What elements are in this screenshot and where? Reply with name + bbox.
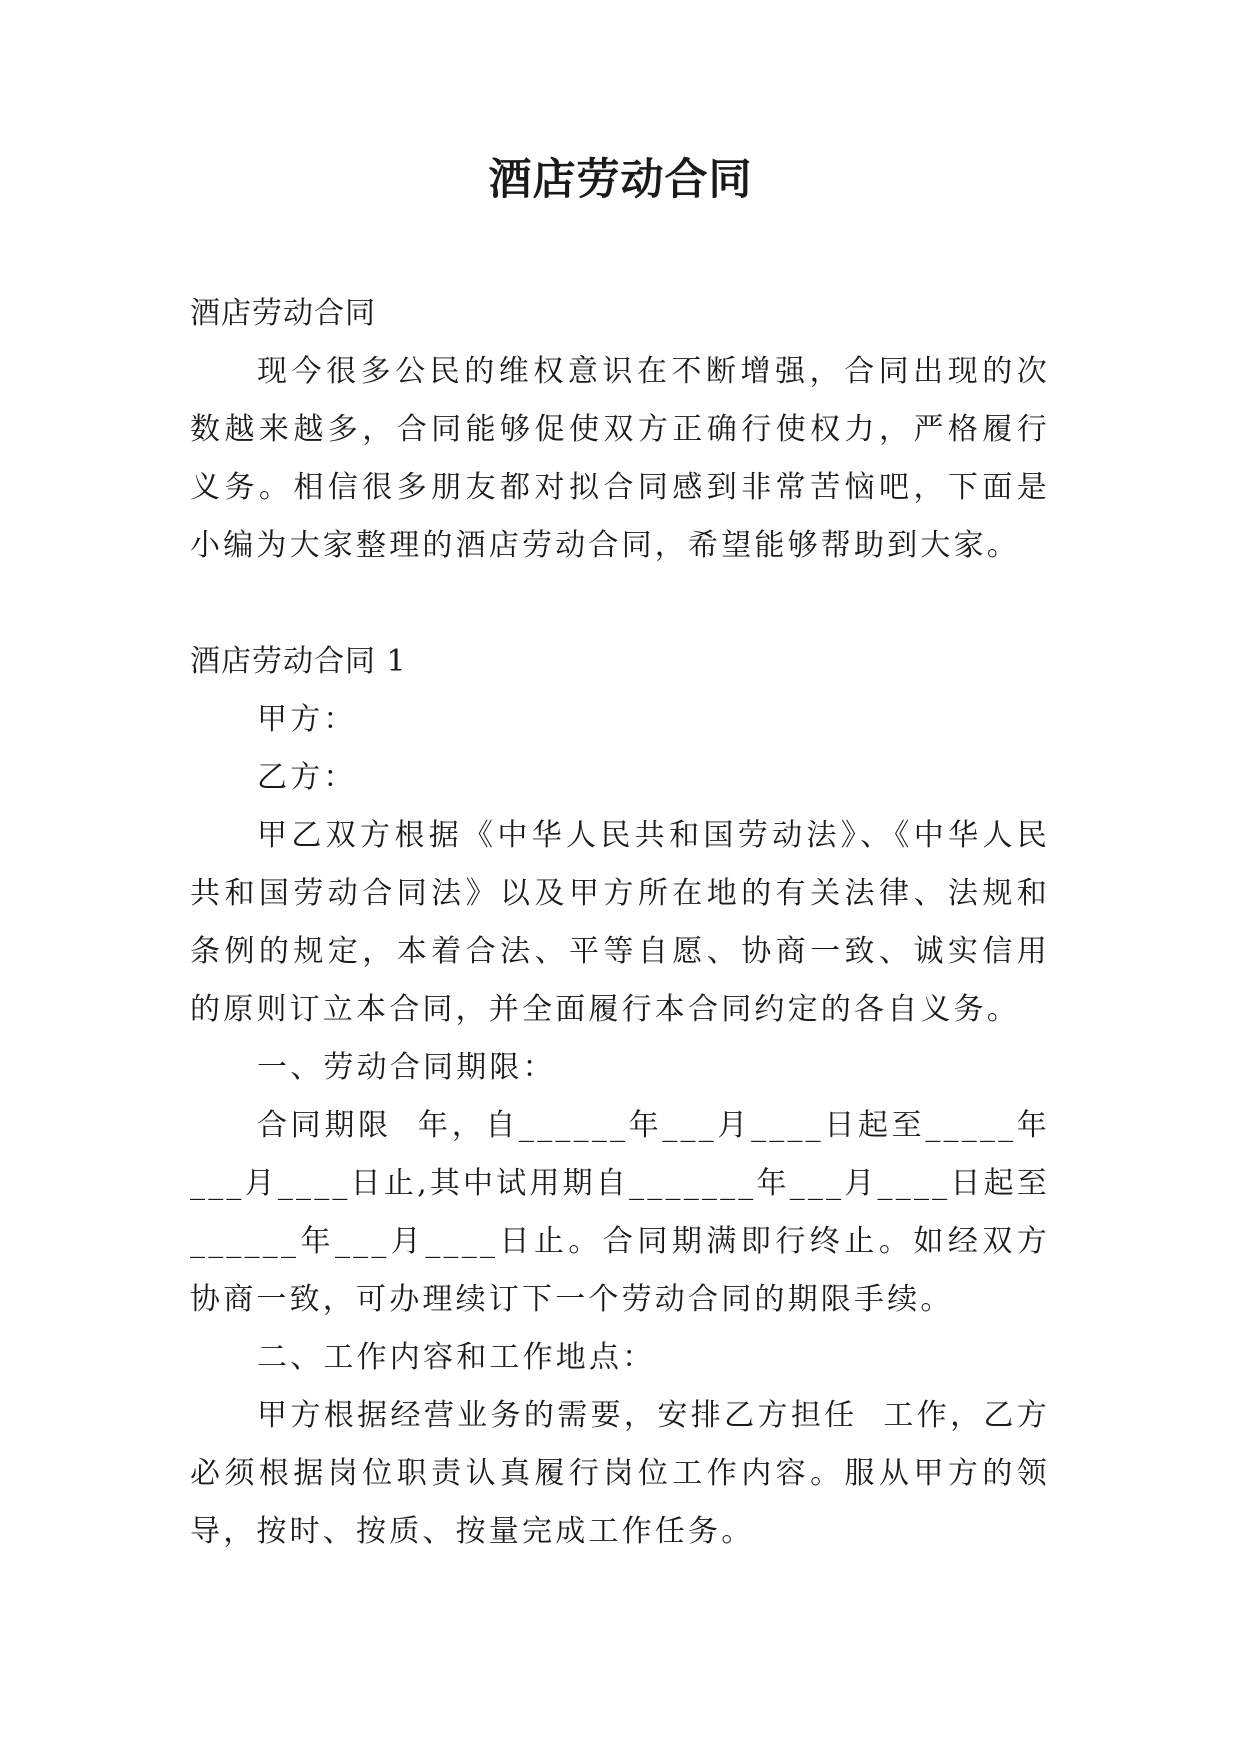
document-title: 酒店劳动合同 bbox=[488, 155, 753, 205]
clause-2-body: 甲方根据经营业务的需要，安排乙方担任 工作，乙方必须根据岗位职责认真履行岗位工作内容。服从甲方的领导，按时、按质、按量完成工作任务。 bbox=[190, 1398, 1050, 1549]
intro-paragraph: 现今很多公民的维权意识在不断增强，合同出现的次数越来越多，合同能够促使双方正确行使权力，严格履行义务。相信很多朋友都对拟合同感到非常苦恼吧，下面是小编为大家整理的酒店劳动合同，希望能够帮助到大家。 bbox=[190, 354, 1050, 563]
section-title: 酒店劳动合同 1 bbox=[190, 644, 407, 679]
preamble-paragraph: 甲乙双方根据《中华人民共和国劳动法》、《中华人民共和国劳动合同法》以及甲方所在地的有关法律、法规和条例的规定，本着合法、平等自愿、协商一致、诚实信用的原则订立本合同，并全面履行本合同约定的各自义务。 bbox=[190, 818, 1050, 1027]
clause-2-title: 二、工作内容和工作地点： bbox=[257, 1340, 656, 1375]
subtitle: 酒店劳动合同 bbox=[190, 296, 376, 331]
party-b-label: 乙方： bbox=[257, 760, 357, 795]
party-a-label: 甲方： bbox=[257, 702, 357, 737]
document-body bbox=[190, 285, 1050, 1561]
paragraph-gap bbox=[190, 575, 1050, 633]
clause-1-title: 一、劳动合同期限： bbox=[257, 1050, 556, 1085]
clause-1-body: 合同期限 年，自______年___月____日起至_____年___月____日止,其中试用期自_______年___月____日起至______年___月____日止。合同期满即行终止。如经双方协商一致，可办理续订下一个劳动合同的期限手续。 bbox=[190, 1108, 1050, 1317]
